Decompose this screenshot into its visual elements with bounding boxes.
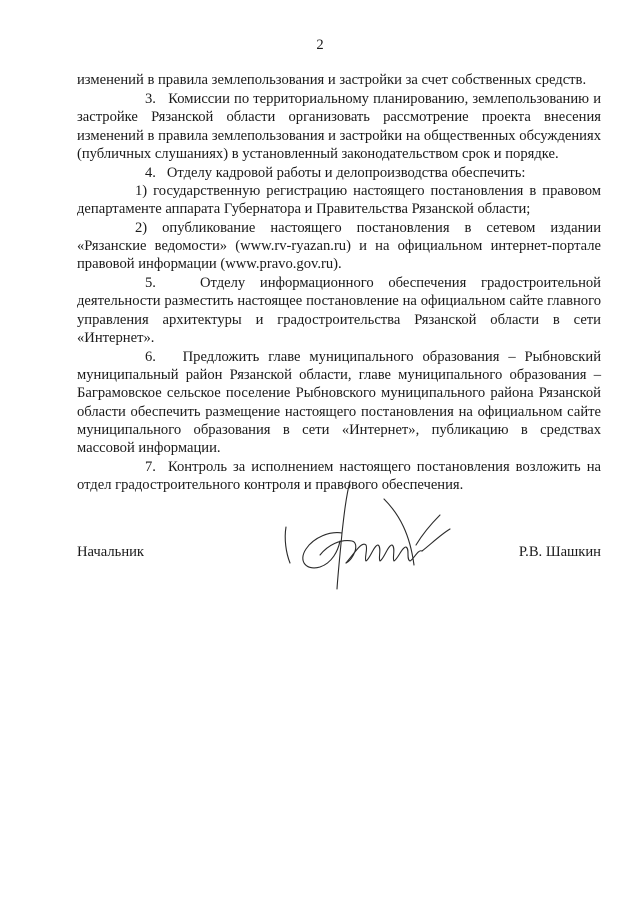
paragraph-subitem-1: 1) государственную регистрацию настоящего постановления в правовом департаменте аппарата Губернатора и Правительства Рязанской области;	[77, 183, 601, 218]
paragraph-item-7: 7. Контроль за исполнением настоящего постановления возложить на отдел градостроительного контроля и правового обеспечения.	[77, 459, 601, 494]
signatory-name: Р.В. Шашкин	[518, 544, 601, 560]
paragraph-item-4: 4. Отделу кадровой работы и делопроизводства обеспечить:	[145, 165, 526, 182]
paragraph-item-5: 5. Отделу информационного обеспечения градостроительной деятельности разместить настоящее постановление на официальном сайте главного управления архитектуры и градостроительства Рязанской области в сети «Интернет».	[77, 275, 601, 346]
signatory-title: Начальник	[77, 544, 145, 560]
handwritten-signature-icon	[280, 475, 500, 595]
paragraph-continuation: изменений в правила землепользования и застройки за счет собственных средств.	[77, 72, 587, 88]
paragraph-item-3: 3. Комиссии по территориальному планированию, землепользованию и застройке Рязанской области организовать рассмотрение проекта внесения изменений в правила землепользования и застройки на общественных обсуждениях (публичных слушаниях) в установленный законодательством срок и порядке.	[77, 91, 601, 162]
paragraph-item-6: 6. Предложить главе муниципального образования – Рыбновский муниципальный район Рязанской области, главе муниципального образования – Баграмовское сельское поселение Рыбновского муниципального района Рязанской области обеспечить размещение настоящего постановления на официальном сайте муниципального образования в сети «Интернет», публикацию в средствах массовой информации.	[77, 349, 601, 457]
paragraph-subitem-2: 2) опубликование настоящего постановления в сетевом издании «Рязанские ведомости» (www.rv-ryazan.ru) и на официальном интернет-портале правовой информации (www.pravo.gov.ru).	[77, 219, 601, 273]
page-number: 2	[316, 37, 324, 53]
signature-block	[77, 543, 601, 563]
document-body	[77, 71, 601, 495]
